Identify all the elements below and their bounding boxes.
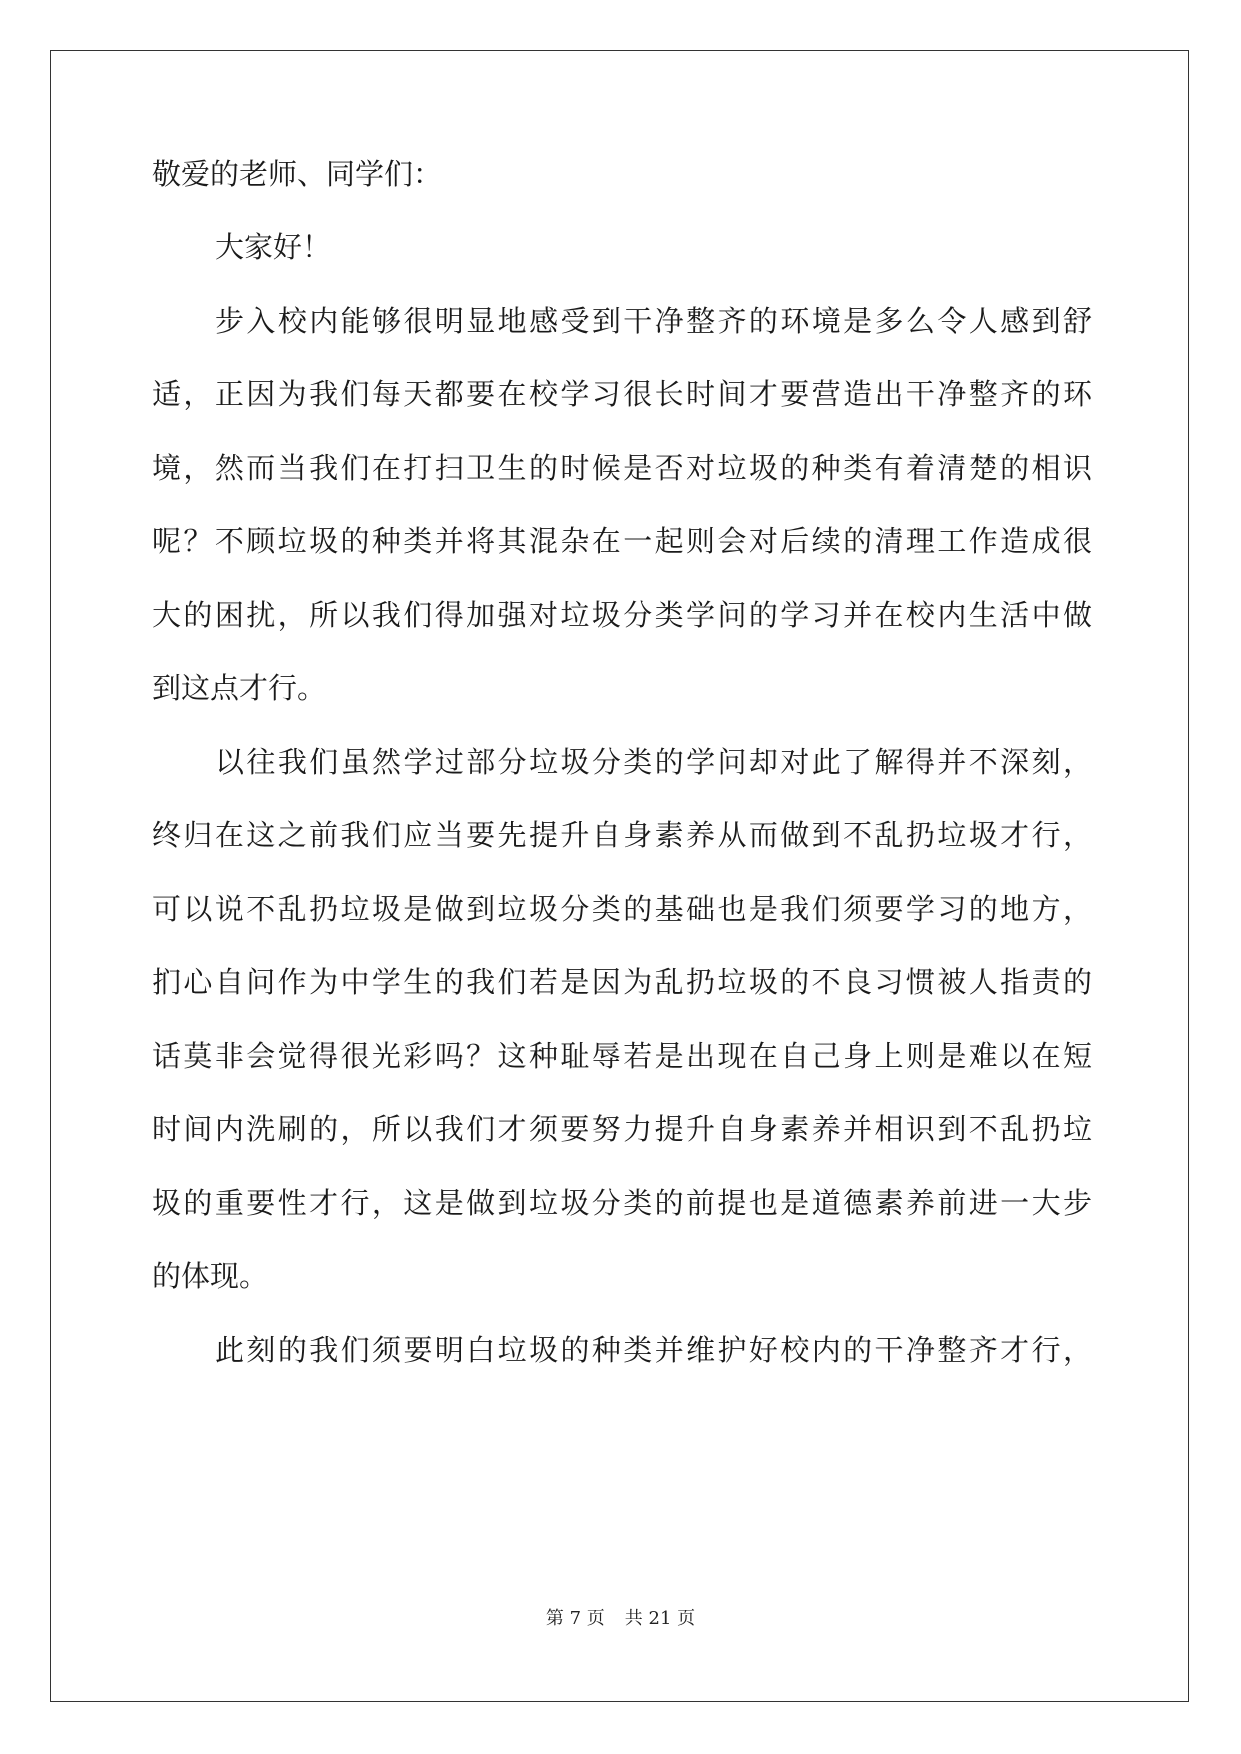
- paragraph-2-line-5: 话莫非会觉得很光彩吗？这种耻辱若是出现在自己身上则是难以在短: [152, 1039, 1092, 1073]
- greeting-line: 大家好！: [215, 230, 332, 264]
- paragraph-2-line-7: 圾的重要性才行，这是做到垃圾分类的前提也是道德素养前进一大步: [152, 1186, 1092, 1220]
- paragraph-3-line-1: 此刻的我们须要明白垃圾的种类并维护好校内的干净整齐才行，: [215, 1333, 1092, 1367]
- paragraph-1-line-2: 适，正因为我们每天都要在校学习很长时间才要营造出干净整齐的环: [152, 377, 1092, 411]
- paragraph-1-line-4: 呢？不顾垃圾的种类并将其混杂在一起则会对后续的清理工作造成很: [152, 524, 1092, 558]
- paragraph-2-line-4: 扪心自问作为中学生的我们若是因为乱扔垃圾的不良习惯被人指责的: [152, 965, 1092, 999]
- paragraph-1-line-6: 到这点才行。: [152, 671, 327, 705]
- page-number: 第 7 页: [545, 1608, 605, 1629]
- paragraph-1-line-3: 境，然而当我们在打扫卫生的时候是否对垃圾的种类有着清楚的相识: [152, 451, 1092, 485]
- page-border: [50, 50, 1189, 1702]
- page-footer: [0, 1607, 1241, 1631]
- paragraph-1-line-5: 大的困扰，所以我们得加强对垃圾分类学问的学习并在校内生活中做: [152, 598, 1092, 632]
- paragraph-2-line-8: 的体现。: [152, 1259, 269, 1293]
- paragraph-2-line-3: 可以说不乱扔垃圾是做到垃圾分类的基础也是我们须要学习的地方，: [152, 892, 1092, 926]
- salutation-line: 敬爱的老师、同学们：: [152, 157, 443, 191]
- paragraph-2-line-2: 终归在这之前我们应当要先提升自身素养从而做到不乱扔垃圾才行，: [152, 818, 1092, 852]
- paragraph-2-line-6: 时间内洗刷的，所以我们才须要努力提升自身素养并相识到不乱扔垃: [152, 1112, 1092, 1146]
- page-total: 共 21 页: [624, 1608, 696, 1629]
- paragraph-2-line-1: 以往我们虽然学过部分垃圾分类的学问却对此了解得并不深刻，: [215, 745, 1092, 779]
- paragraph-1-line-1: 步入校内能够很明显地感受到干净整齐的环境是多么令人感到舒: [215, 304, 1092, 338]
